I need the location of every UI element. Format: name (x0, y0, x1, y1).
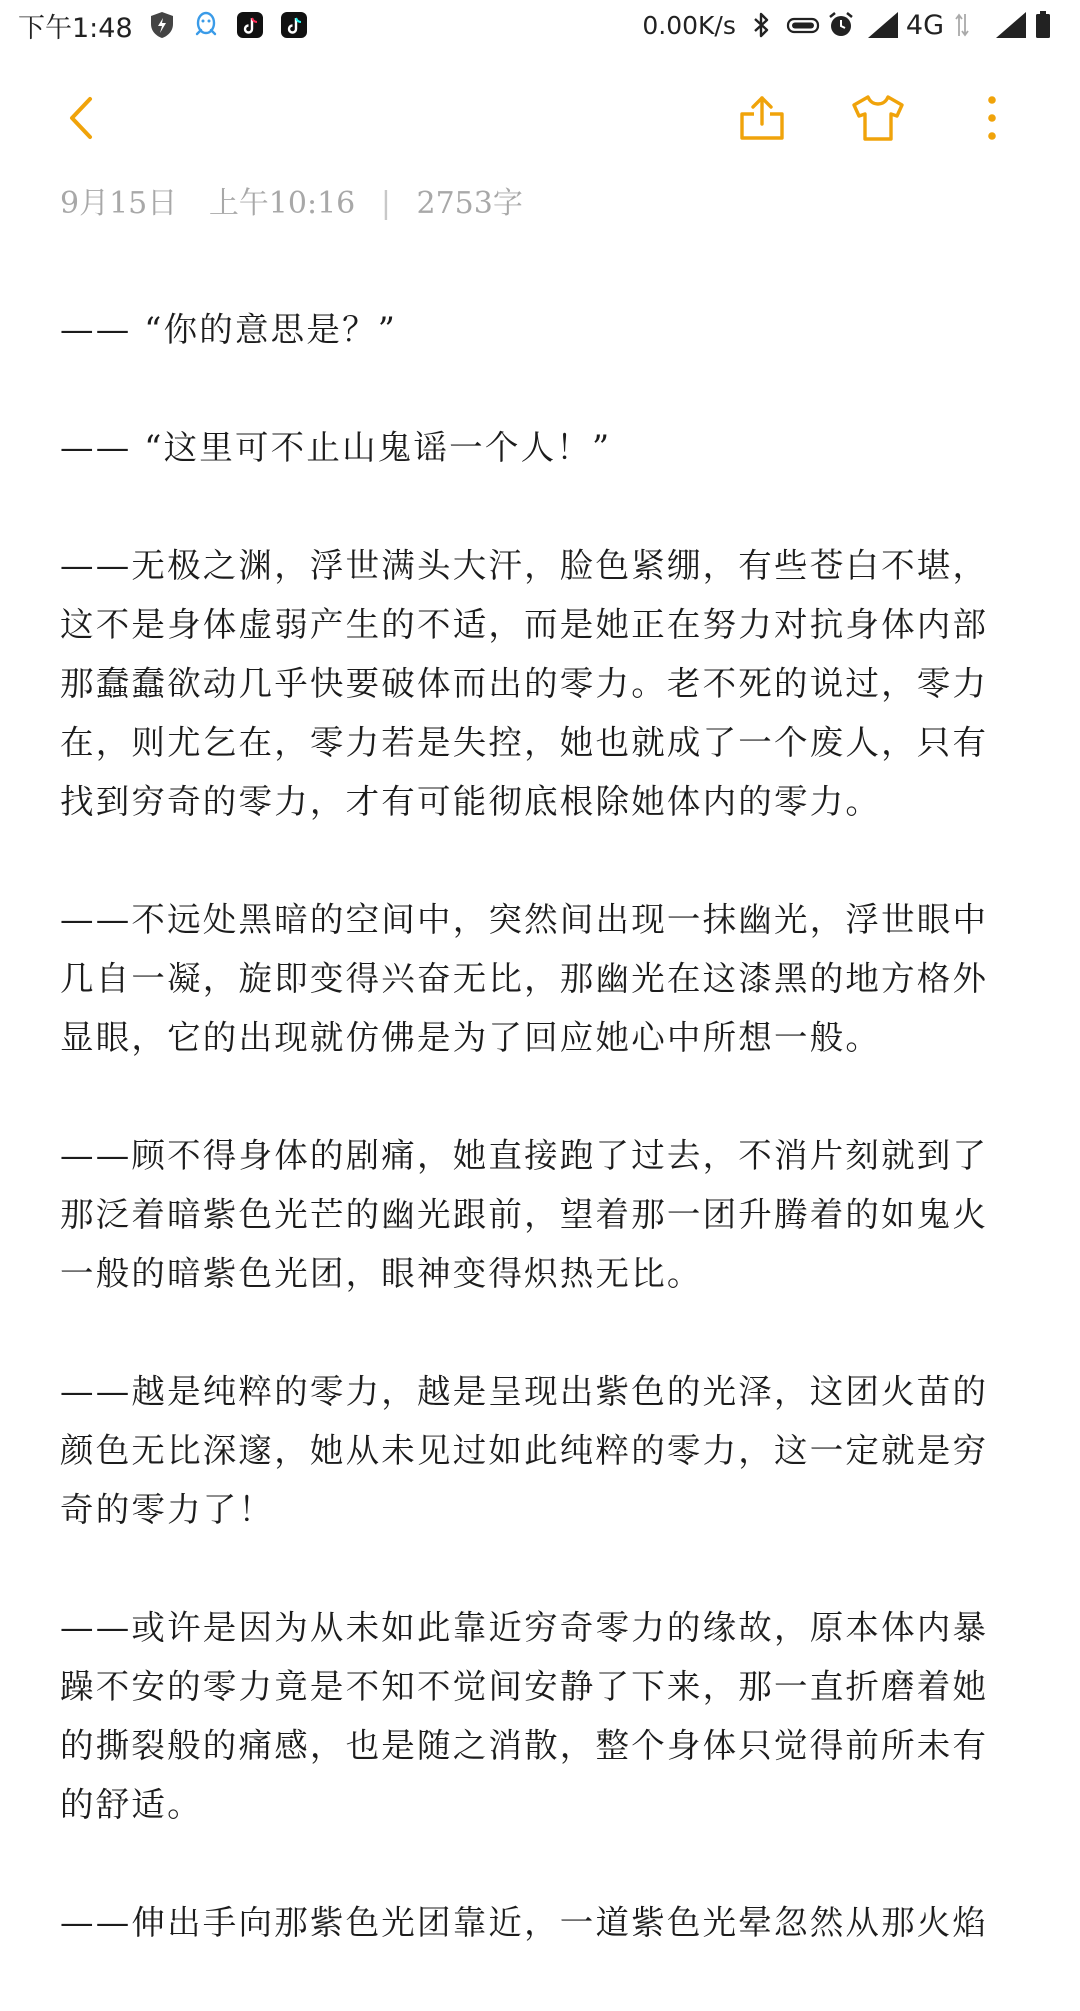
paragraph: —— “你的意思是？” (60, 310, 398, 349)
status-bar (0, 0, 1080, 52)
network-type: 4G (905, 9, 944, 41)
bluetooth-icon (746, 10, 776, 40)
paragraph: ——无极之渊，浮世满头大汗，脸色紧绷，有些苍白不堪，这不是身体虚弱产生的不适，而是她正在努力对抗身体内部那蠢蠢欲动几乎快要破体而出的零力。老不死的说过，零力在，则尤乞在，零力若是失控，她也就成了一个废人，只有找到穷奇的零力，才有可能彻底根除她体内的零力。 (60, 546, 989, 821)
word-count: 2753字 (416, 186, 523, 221)
more-button[interactable] (962, 90, 1022, 150)
tiktok-icon (279, 10, 309, 40)
status-bar-left (18, 8, 309, 42)
shield-icon (147, 10, 177, 40)
top-toolbar (0, 80, 1080, 160)
note-meta (60, 178, 523, 222)
status-bar-right (642, 8, 1064, 42)
theme-shirt-icon (848, 92, 908, 148)
qq-icon (191, 10, 221, 40)
paragraph: ——伸出手向那紫色光团靠近，一道紫色光晕忽然从那火焰 (60, 1903, 989, 1942)
status-time: 下午1:48 (18, 12, 133, 44)
note-date: 9月15日 (60, 186, 178, 221)
paragraph: ——顾不得身体的剧痛，她直接跑了过去，不消片刻就到了那泛着暗紫色光芒的幽光跟前，望着那一团升腾着的如鬼火一般的暗紫色光团，眼神变得炽热无比。 (60, 1136, 989, 1293)
alarm-icon (826, 10, 856, 40)
share-icon (736, 92, 788, 148)
paragraph: ——越是纯粹的零力，越是呈现出紫色的光泽，这团火苗的颜色无比深邃，她从未见过如此纯粹的零力，这一定就是穷奇的零力了！ (60, 1372, 989, 1529)
more-vertical-icon (984, 92, 1000, 148)
share-button[interactable] (732, 90, 792, 150)
note-content[interactable] (60, 300, 1020, 2011)
note-time: 上午10:16 (208, 186, 356, 221)
back-button[interactable] (50, 90, 110, 150)
battery-icon (1034, 10, 1064, 40)
theme-button[interactable] (848, 90, 908, 150)
tiktok-icon (235, 10, 265, 40)
paragraph: —— “这里可不止山鬼谣一个人！” (60, 428, 612, 467)
signal-icon (994, 10, 1024, 40)
data-activity-icon (954, 10, 984, 40)
paragraph: ——或许是因为从未如此靠近穷奇零力的缘故，原本体内暴躁不安的零力竟是不知不觉间安静了下来，那一直折磨着她的撕裂般的痛感，也是随之消散，整个身体只觉得前所未有的舒适。 (60, 1608, 989, 1824)
battery-saver-icon (786, 10, 816, 40)
paragraph: ——不远处黑暗的空间中，突然间出现一抹幽光，浮世眼中几自一凝，旋即变得兴奋无比，那幽光在这漆黑的地方格外显眼，它的出现就仿佛是为了回应她心中所想一般。 (60, 900, 989, 1057)
back-arrow-icon (60, 93, 100, 147)
signal-icon (866, 10, 896, 40)
network-speed: 0.00K/s (642, 10, 736, 40)
meta-separator: | (380, 186, 391, 221)
